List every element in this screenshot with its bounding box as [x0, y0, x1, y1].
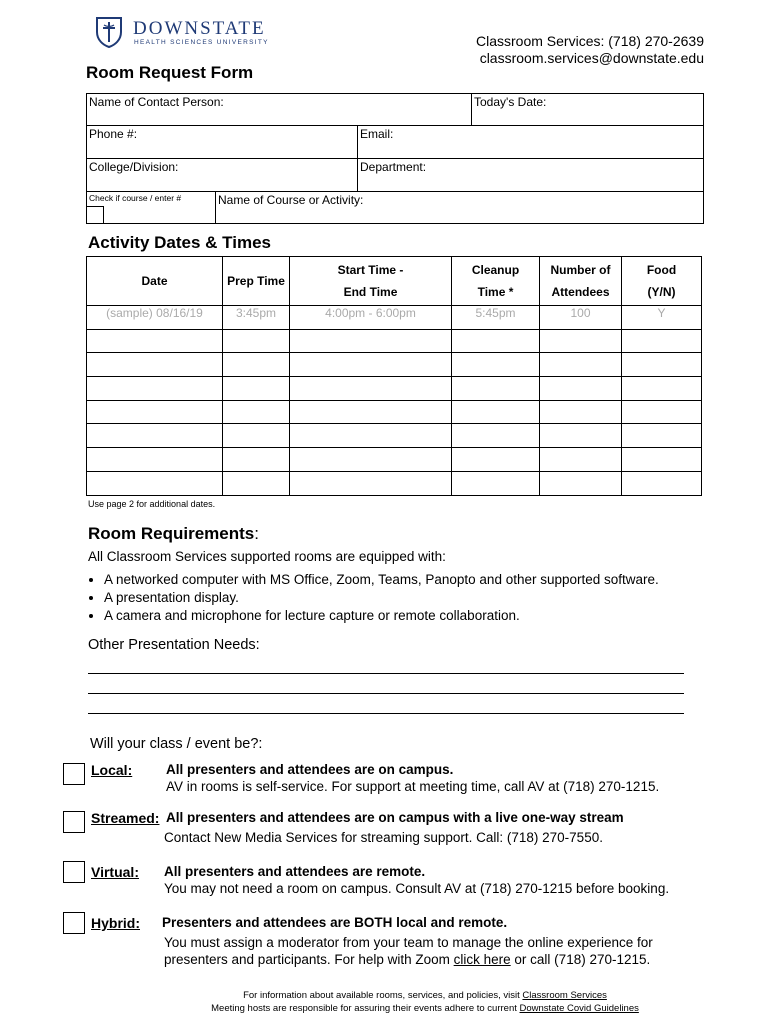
sample-row [87, 306, 702, 330]
footer-line-2: Meeting hosts are responsible for assuring their events adhere to current Downstate Covid Guidelines [211, 1003, 639, 1014]
downstate-logo-icon [93, 16, 125, 48]
list-item: • A networked computer with MS Office, Zoom, Teams, Panopto and other supported software. [104, 571, 659, 589]
requirements-title: Room Requirements: [88, 524, 259, 543]
col-prep-time: Prep Time [223, 257, 290, 306]
form-title: Room Request Form [86, 63, 254, 82]
virtual-description: All presenters and attendees are remote. [164, 864, 426, 879]
list-item: • A presentation display. [104, 589, 659, 607]
email-field[interactable] [357, 125, 704, 159]
streamed-note: Contact New Media Services for streaming support. Call: (718) 270-7550. [164, 830, 603, 845]
hybrid-label: Hybrid: [91, 915, 140, 931]
local-description: All presenters and attendees are on campus. [166, 762, 454, 777]
college-field[interactable] [86, 158, 358, 192]
sample-prep[interactable]: 3:45pm [223, 306, 290, 330]
event-question: Will your class / event be?: [90, 736, 263, 752]
streamed-description: All presenters and attendees are on campus with a live one-way stream [166, 810, 624, 825]
requirements-list [86, 571, 659, 625]
activity-table [86, 256, 702, 496]
table-row[interactable] [87, 400, 702, 424]
contact-person-label: Name of Contact Person: [89, 95, 224, 109]
hybrid-note-1: You must assign a moderator from your team to manage the online experience for [164, 935, 653, 950]
todays-date-field[interactable] [471, 93, 704, 126]
virtual-label: Virtual: [91, 864, 139, 880]
col-cleanup-time: Cleanup Time * [452, 257, 540, 306]
other-needs-label: Other Presentation Needs: [88, 637, 260, 653]
phone-label: Phone #: [89, 127, 138, 141]
classroom-services-link[interactable]: Classroom Services [522, 990, 607, 1001]
todays-date-label: Today's Date: [474, 95, 547, 109]
hybrid-checkbox[interactable] [63, 912, 85, 934]
footer-line-1: For information about available rooms, services, and policies, visit Classroom Services [243, 990, 607, 1001]
streamed-checkbox[interactable] [63, 811, 85, 833]
sample-cleanup[interactable]: 5:45pm [452, 306, 540, 330]
virtual-note: You may not need a room on campus. Consult AV at (718) 270-1215 before booking. [164, 881, 670, 896]
hybrid-description: Presenters and attendees are BOTH local and remote. [162, 915, 508, 930]
table-row[interactable] [87, 353, 702, 377]
table-row[interactable] [87, 448, 702, 472]
course-checkbox[interactable] [86, 206, 104, 224]
sample-food[interactable]: Y [622, 306, 702, 330]
additional-dates-note: Use page 2 for additional dates. [88, 499, 216, 509]
streamed-label: Streamed: [91, 810, 160, 826]
email-label: Email: [360, 127, 394, 141]
course-name-field[interactable] [215, 191, 704, 224]
virtual-checkbox[interactable] [63, 861, 85, 883]
logo-name: DOWNSTATE [133, 18, 266, 39]
local-label: Local: [91, 762, 133, 778]
sample-attendees[interactable]: 100 [540, 306, 622, 330]
activity-header-row [87, 257, 702, 306]
other-needs-line-1[interactable] [88, 673, 684, 674]
other-needs-line-2[interactable] [88, 693, 684, 694]
sample-start-end[interactable]: 4:00pm - 6:00pm [290, 306, 452, 330]
activity-title: Activity Dates & Times [88, 233, 271, 252]
phone-field[interactable] [86, 125, 358, 159]
department-label: Department: [360, 160, 427, 174]
college-label: College/Division: [89, 160, 179, 174]
table-row[interactable] [87, 329, 702, 353]
list-item: • A camera and microphone for lecture capture or remote collaboration. [104, 607, 659, 625]
covid-guidelines-link[interactable]: Downstate Covid Guidelines [519, 1003, 639, 1014]
table-row[interactable] [87, 471, 702, 495]
sample-date[interactable]: (sample) 08/16/19 [87, 306, 223, 330]
department-field[interactable] [357, 158, 704, 192]
zoom-help-link[interactable]: click here [453, 952, 511, 967]
check-course-label: Check if course / enter # [89, 193, 182, 203]
other-needs-line-3[interactable] [88, 713, 684, 714]
col-start-end-time: Start Time - End Time [290, 257, 452, 306]
col-attendees: Number of Attendees [540, 257, 622, 306]
table-row[interactable] [87, 424, 702, 448]
col-food: Food (Y/N) [622, 257, 702, 306]
course-number-field[interactable] [86, 191, 216, 224]
contact-email[interactable]: classroom.services@downstate.edu [479, 50, 704, 66]
requirements-intro: All Classroom Services supported rooms are equipped with: [88, 549, 446, 564]
col-date: Date [87, 257, 223, 306]
local-checkbox[interactable] [63, 763, 85, 785]
logo-subtitle: HEALTH SCIENCES UNIVERSITY [134, 39, 269, 46]
hybrid-note-2: presenters and participants. For help with Zoom click here or call (718) 270-1215. [164, 952, 651, 967]
course-name-label: Name of Course or Activity: [218, 193, 364, 207]
contact-person-field[interactable] [86, 93, 472, 126]
local-note: AV in rooms is self-service. For support at meeting time, call AV at (718) 270-1215. [166, 779, 660, 794]
contact-phone: Classroom Services: (718) 270-2639 [476, 33, 704, 49]
table-row[interactable] [87, 377, 702, 401]
